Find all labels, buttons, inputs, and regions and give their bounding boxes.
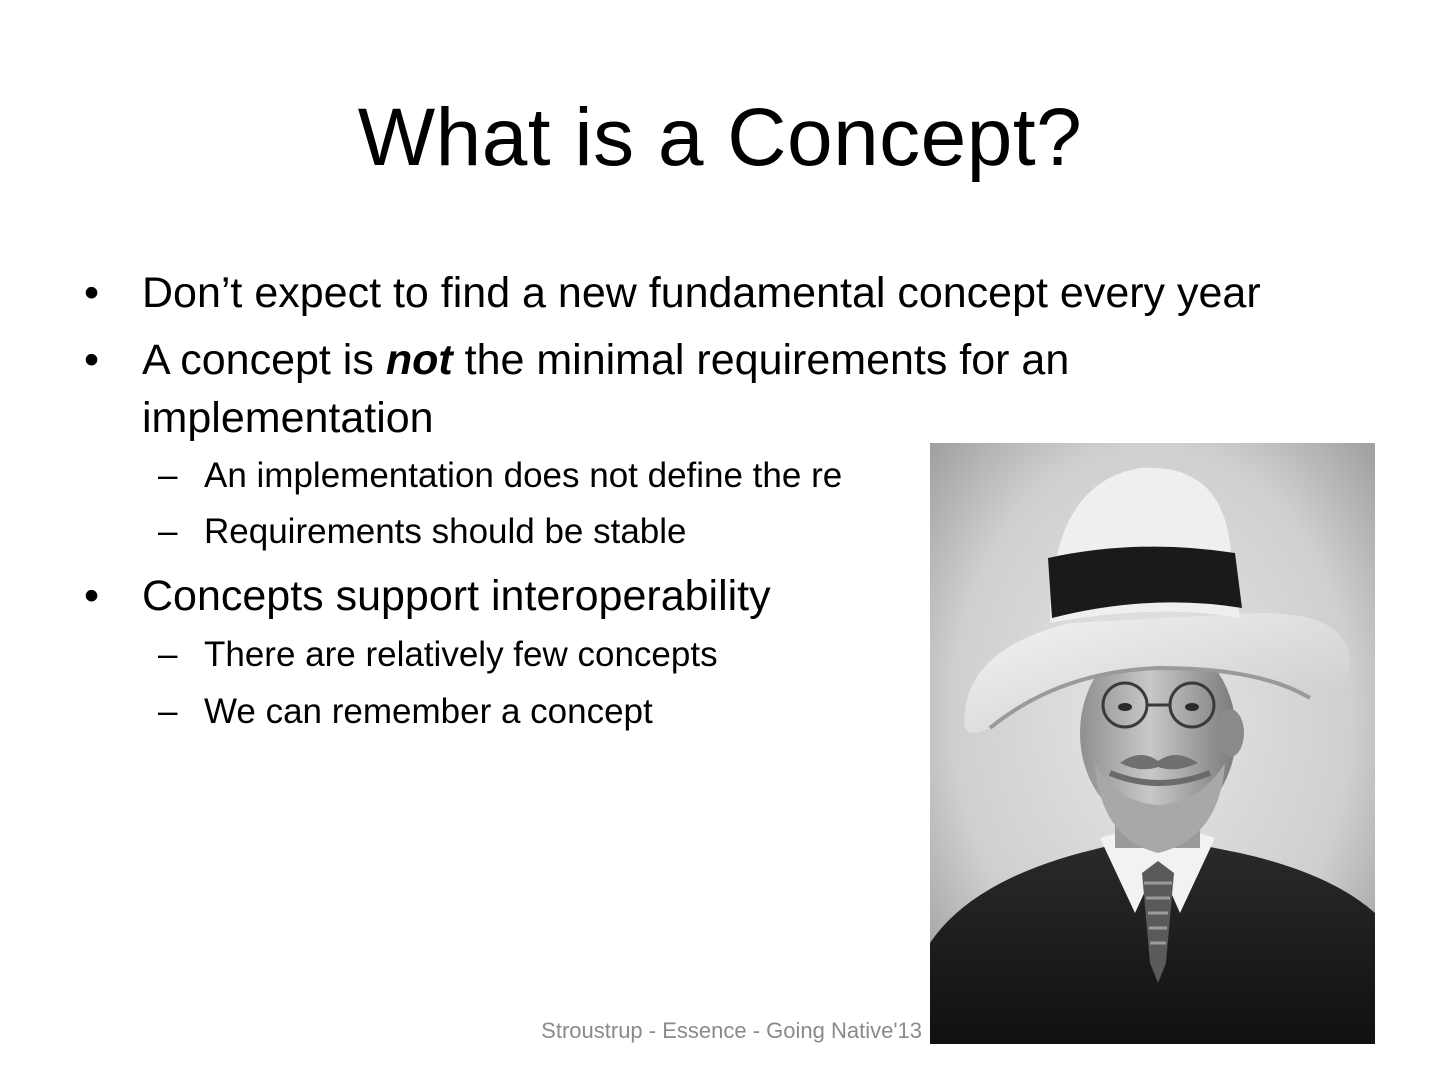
bullet-marker: • [84, 336, 100, 384]
bullet-text-part: the minimal requirements for an implementation [142, 336, 1070, 442]
bullet-marker: • [84, 269, 100, 317]
bullet-text [142, 331, 1202, 447]
sub-bullet-text: There are relatively few concepts [204, 635, 718, 674]
bullet-text: Don’t expect to find a new fundamental concept every year [142, 269, 1261, 317]
portrait-photo [930, 443, 1375, 1044]
slide-title: What is a Concept? [357, 92, 1083, 183]
bullet-text-part: A concept is [142, 336, 386, 384]
sub-bullet-marker: – [158, 635, 178, 674]
sub-bullet-marker: – [158, 512, 178, 551]
emphasis-text: not [385, 336, 453, 384]
sub-bullet-text: An implementation does not define the re [204, 456, 843, 495]
slide-footer: Stroustrup - Essence - Going Native'13 [541, 1018, 922, 1043]
sub-bullet-marker: – [158, 692, 178, 731]
sub-bullet-text: We can remember a concept [204, 692, 653, 731]
bullet-marker: • [84, 572, 100, 620]
portrait-illustration [930, 443, 1375, 1044]
sub-bullet-text: Requirements should be stable [204, 512, 687, 551]
bullet-text: Concepts support interoperability [142, 572, 771, 620]
sub-bullet-marker: – [158, 456, 178, 495]
